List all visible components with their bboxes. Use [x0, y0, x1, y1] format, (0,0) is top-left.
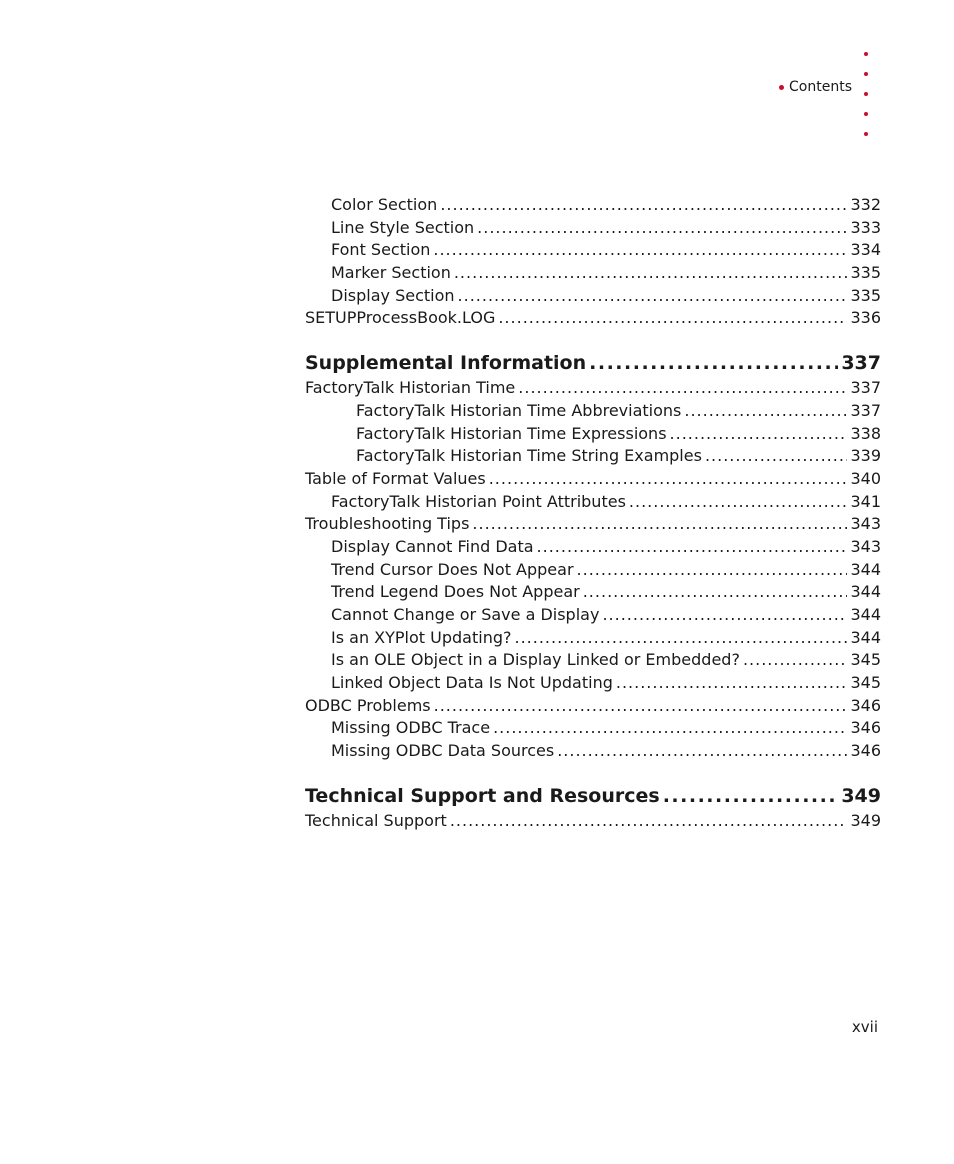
toc-entry[interactable]: [305, 378, 881, 401]
dot-leader: [498, 308, 847, 327]
toc-entry-page: 345: [850, 650, 881, 670]
toc-entry-label: Table of Format Values: [305, 468, 486, 488]
toc-entry-label: FactoryTalk Historian Time String Examples: [356, 446, 702, 466]
toc-entry-page: 344: [850, 559, 881, 579]
dot-leader: [440, 195, 847, 214]
dot-leader: [537, 537, 848, 556]
dot-leader: [589, 352, 838, 374]
toc-entry-page: 346: [850, 718, 881, 738]
dot-leader: [663, 785, 839, 807]
toc-entry[interactable]: [305, 240, 881, 263]
dot-leader: [743, 650, 848, 669]
toc-entry[interactable]: [305, 286, 881, 309]
toc-entry-label: Is an XYPlot Updating?: [331, 627, 512, 647]
toc-entry-label: Line Style Section: [331, 217, 475, 237]
toc-chapter-page: 337: [841, 352, 881, 375]
dot-leader: [493, 718, 847, 737]
dot-leader: [705, 446, 848, 465]
toc-entry-page: 335: [850, 263, 881, 283]
toc-entry-label: Display Section: [331, 285, 455, 305]
toc-entry-label: Trend Legend Does Not Appear: [331, 582, 580, 602]
toc-entry-page: 349: [850, 810, 881, 830]
toc-entry[interactable]: [305, 811, 881, 834]
toc-entry[interactable]: [305, 514, 881, 537]
dot-leader: [458, 286, 848, 305]
bullet-icon: [779, 85, 784, 90]
toc-entry-page: 343: [850, 514, 881, 534]
toc-chapter-page: 349: [841, 784, 881, 807]
toc-entry-label: Trend Cursor Does Not Appear: [331, 559, 574, 579]
dot-icon: [864, 92, 868, 96]
toc-entry[interactable]: [305, 401, 881, 424]
toc-entry[interactable]: [305, 582, 881, 605]
toc-entry[interactable]: [305, 605, 881, 628]
toc-entry-label: FactoryTalk Historian Time Expressions: [356, 423, 667, 443]
dot-icon: [864, 52, 868, 56]
dot-leader: [684, 401, 847, 420]
dot-leader: [629, 492, 848, 511]
dot-leader: [450, 811, 848, 830]
toc-entry[interactable]: [305, 650, 881, 673]
toc-entry-label: Missing ODBC Data Sources: [331, 741, 555, 761]
running-header: [779, 79, 852, 95]
toc-entry-page: 344: [850, 605, 881, 624]
dot-leader: [514, 628, 847, 647]
toc-entry-label: Is an OLE Object in a Display Linked or Embedded?: [331, 650, 740, 670]
dot-icon: [864, 72, 868, 76]
toc-entry-page: 346: [850, 695, 881, 715]
toc-entry-label: FactoryTalk Historian Point Attributes: [331, 491, 626, 511]
toc-entry-page: 333: [850, 217, 881, 237]
toc-entry-page: 337: [850, 400, 881, 420]
toc-entry[interactable]: [305, 424, 881, 447]
toc-entry-label: FactoryTalk Historian Time Abbreviations: [356, 400, 682, 420]
toc-entry-page: 346: [850, 741, 881, 761]
toc-chapter-entry[interactable]: [305, 352, 881, 378]
toc-entry[interactable]: [305, 469, 881, 492]
toc-entry-page: 336: [850, 308, 881, 328]
toc-entry-page: 335: [850, 285, 881, 305]
dot-icon: [864, 132, 868, 136]
toc-entry-label: Missing ODBC Trace: [331, 718, 491, 738]
dot-leader: [434, 696, 848, 715]
page-number: xvii: [851, 1018, 878, 1036]
dot-leader: [602, 605, 847, 624]
toc-entry-label: ODBC Problems: [305, 695, 431, 715]
toc-entry-label: FactoryTalk Historian Time: [305, 378, 516, 398]
toc-entry-page: 343: [850, 536, 881, 556]
toc-entry[interactable]: [305, 446, 881, 469]
toc-entry[interactable]: [305, 673, 881, 696]
dot-leader: [583, 582, 848, 601]
toc-entry[interactable]: [305, 308, 881, 331]
table-of-contents: [305, 195, 881, 834]
toc-entry-label: Color Section: [331, 195, 438, 214]
dot-leader: [577, 560, 848, 579]
toc-entry-label: Troubleshooting Tips: [305, 514, 470, 534]
toc-entry[interactable]: [305, 492, 881, 515]
header-section-title: Contents: [789, 79, 852, 95]
dot-leader: [518, 378, 847, 397]
toc-entry-page: 339: [850, 446, 881, 466]
toc-entry[interactable]: [305, 537, 881, 560]
toc-entry-label: Technical Support: [305, 810, 447, 830]
dot-leader: [433, 240, 847, 259]
toc-entry-page: 344: [850, 582, 881, 602]
dot-leader: [670, 424, 848, 443]
toc-entry-page: 340: [850, 468, 881, 488]
toc-entry-page: 332: [850, 195, 881, 214]
toc-entry[interactable]: [305, 718, 881, 741]
toc-entry-page: 337: [850, 378, 881, 398]
margin-dots-decoration: [864, 52, 874, 152]
toc-entry-page: 344: [850, 627, 881, 647]
toc-chapter-entry[interactable]: [305, 785, 881, 811]
toc-entry-page: 341: [850, 491, 881, 511]
toc-entry[interactable]: [305, 560, 881, 583]
toc-entry-label: Font Section: [331, 240, 431, 260]
dot-leader: [616, 673, 848, 692]
toc-entry-label: Cannot Change or Save a Display: [331, 605, 600, 624]
toc-chapter-label: Technical Support and Resources: [305, 784, 660, 807]
toc-chapter-label: Supplemental Information: [305, 352, 587, 375]
toc-entry-label: SETUPProcessBook.LOG: [305, 308, 496, 328]
dot-leader: [557, 741, 847, 760]
toc-entry-label: Display Cannot Find Data: [331, 536, 534, 556]
toc-entry[interactable]: [305, 741, 881, 764]
toc-entry[interactable]: [305, 628, 881, 651]
toc-entry-page: 345: [850, 673, 881, 693]
toc-entry[interactable]: [305, 195, 881, 218]
toc-entry[interactable]: [305, 696, 881, 719]
dot-leader: [472, 514, 847, 533]
toc-entry-label: Linked Object Data Is Not Updating: [331, 673, 613, 693]
dot-leader: [477, 218, 847, 237]
dot-leader: [489, 469, 848, 488]
dot-leader: [454, 263, 848, 282]
dot-icon: [864, 112, 868, 116]
toc-entry[interactable]: [305, 218, 881, 241]
toc-entry-page: 334: [850, 240, 881, 260]
toc-entry-label: Marker Section: [331, 263, 451, 283]
toc-entry[interactable]: [305, 263, 881, 286]
toc-entry-page: 338: [850, 423, 881, 443]
